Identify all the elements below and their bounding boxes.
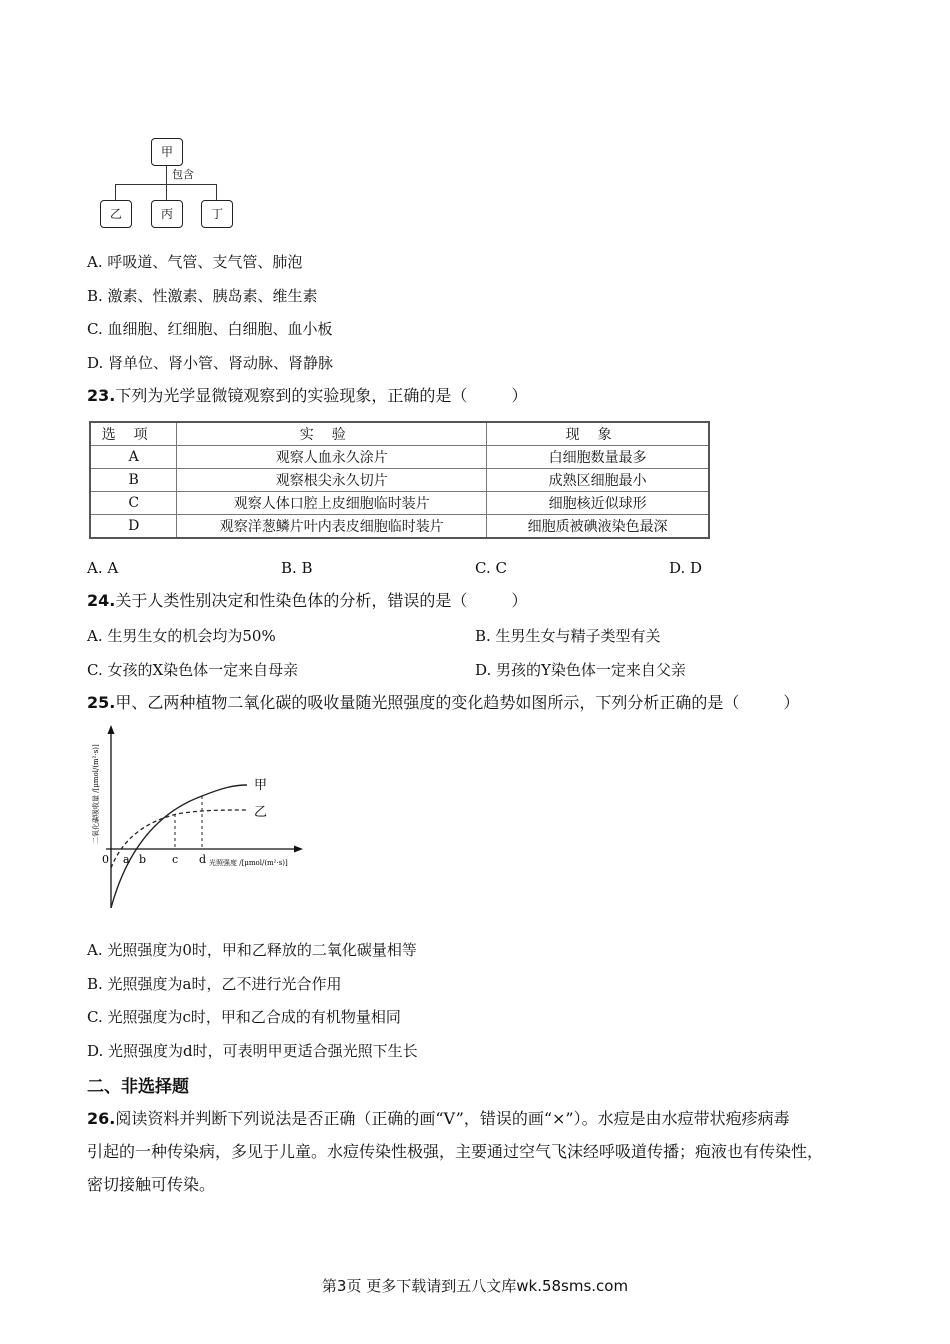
graph-x-arrow <box>294 846 303 853</box>
experiment-table <box>89 421 710 539</box>
table-cell-option: A <box>90 446 177 469</box>
q22-option-d: D. 肾单位、肾小管、肾动脉、肾静脉 <box>87 354 334 372</box>
q26-line-3: 密切接触可传染。 <box>87 1175 216 1194</box>
graph-tick-c: c <box>172 853 179 866</box>
q24-close: ） <box>511 591 528 610</box>
table-row <box>90 492 709 515</box>
graph-series-label-jia: 甲 <box>254 778 268 793</box>
q23-option-d: D. D <box>669 559 703 577</box>
q25-option-c: C. 光照强度为c时，甲和乙合成的有机物量相同 <box>87 1008 401 1026</box>
table-cell-phenomenon: 成熟区细胞最小 <box>487 469 709 492</box>
graph-origin-label: 0 <box>102 853 109 866</box>
table-cell-experiment: 观察人体口腔上皮细胞临时装片 <box>177 492 487 515</box>
q22-option-a: A. 呼吸道、气管、支气管、肺泡 <box>87 253 303 271</box>
q26-paragraph <box>87 1108 823 1196</box>
q23-number: 23. <box>87 386 116 405</box>
table-row <box>90 469 709 492</box>
q26-text-1: 阅读资料并判断下列说法是否正确（正确的画“V”，错误的画“×”）。水痘是由水痘带状疱疹病毒 <box>115 1109 790 1128</box>
q22-option-b: B. 激素、性激素、胰岛素、维生素 <box>87 287 318 305</box>
footer-page-number: 3 <box>336 1277 347 1295</box>
table-cell-experiment: 观察洋葱鳞片叶内表皮细胞临时装片 <box>177 515 487 539</box>
q25-close: ） <box>783 693 800 712</box>
table-cell-option: C <box>90 492 177 515</box>
q25-stem <box>87 692 799 714</box>
q24-option-b: B. 生男生女与精子类型有关 <box>475 627 661 645</box>
q25-text: 甲、乙两种植物二氧化碳的吸收量随光照强度的变化趋势如图所示，下列分析正确的是（ <box>115 693 740 712</box>
graph-series-jia <box>111 785 247 908</box>
q25-option-b: B. 光照强度为a时，乙不进行光合作用 <box>87 975 342 993</box>
diagram-node-child-1: 乙 <box>100 200 132 228</box>
graph-tick-b: b <box>139 853 147 866</box>
table-cell-option: D <box>90 515 177 539</box>
table-row <box>90 515 709 539</box>
table-header-option: 选项 <box>90 422 177 446</box>
footer-suffix: 页 更多下载请到五八文库 <box>346 1277 517 1295</box>
diagram-node-top: 甲 <box>151 138 183 166</box>
diagram-node-child-2: 丙 <box>151 200 183 228</box>
graph-y-arrow <box>108 725 115 734</box>
graph-x-label: 光照强度 /[μmol/(m²·s)] <box>209 859 288 867</box>
table-cell-phenomenon: 细胞质被碘液染色最深 <box>487 515 709 539</box>
table-row <box>90 446 709 469</box>
q26-number: 26. <box>87 1109 116 1128</box>
q23-stem <box>87 385 527 407</box>
q25-option-a: A. 光照强度为0时，甲和乙释放的二氧化碳量相等 <box>87 941 417 959</box>
q24-stem <box>87 590 527 612</box>
diagram-relation-label: 包含 <box>172 168 194 181</box>
q24-text: 关于人类性别决定和性染色体的分析，错误的是（ <box>115 591 468 610</box>
table-cell-experiment: 观察人血永久涂片 <box>177 446 487 469</box>
diagram-line-left <box>115 184 116 200</box>
diagram-line-right <box>216 184 217 200</box>
diagram-node-child-3: 丁 <box>201 200 233 228</box>
graph-tick-d: d <box>199 853 207 866</box>
q23-option-a: A. A <box>87 559 119 577</box>
section-title: 二、非选择题 <box>87 1077 189 1097</box>
q23-text: 下列为光学显微镜观察到的实验现象，正确的是（ <box>115 386 468 405</box>
q23-option-b: B. B <box>281 559 313 577</box>
table-cell-phenomenon: 白细胞数量最多 <box>487 446 709 469</box>
page-footer <box>0 1275 950 1296</box>
table-cell-experiment: 观察根尖永久切片 <box>177 469 487 492</box>
q24-option-d: D. 男孩的Y染色体一定来自父亲 <box>475 661 686 679</box>
footer-link[interactable]: wk.58sms.com <box>516 1277 629 1295</box>
q23-close: ） <box>511 386 528 405</box>
q22-option-c: C. 血细胞、红细胞、白细胞、血小板 <box>87 320 333 338</box>
graph-tick-a: a <box>123 853 130 866</box>
graph-series-label-yi: 乙 <box>254 805 268 820</box>
table-header-phenomenon: 现象 <box>487 422 709 446</box>
footer-prefix: 第 <box>321 1277 337 1295</box>
q26-line-2: 引起的一种传染病，多见于儿童。水痘传染性极强，主要通过空气飞沫经呼吸道传播；疱液也有传染性， <box>87 1142 824 1161</box>
table-cell-option: B <box>90 469 177 492</box>
q25-option-d: D. 光照强度为d时，可表明甲更适合强光照下生长 <box>87 1042 418 1060</box>
diagram-line-stem <box>166 165 167 185</box>
q24-number: 24. <box>87 591 116 610</box>
q24-option-c: C. 女孩的X染色体一定来自母亲 <box>87 661 299 679</box>
q26-line-1 <box>87 1108 823 1130</box>
q24-option-a: A. 生男生女的机会均为50% <box>87 627 276 645</box>
table-header-row <box>90 422 709 446</box>
q25-number: 25. <box>87 693 116 712</box>
q23-option-c: C. C <box>475 559 507 577</box>
diagram-line-mid <box>166 184 167 200</box>
table-header-experiment: 实验 <box>177 422 487 446</box>
table-cell-phenomenon: 细胞核近似球形 <box>487 492 709 515</box>
co2-absorption-graph <box>84 722 314 917</box>
graph-y-label: 二氧化碳吸收量 /[μmol/(m²·s)] <box>92 744 100 844</box>
